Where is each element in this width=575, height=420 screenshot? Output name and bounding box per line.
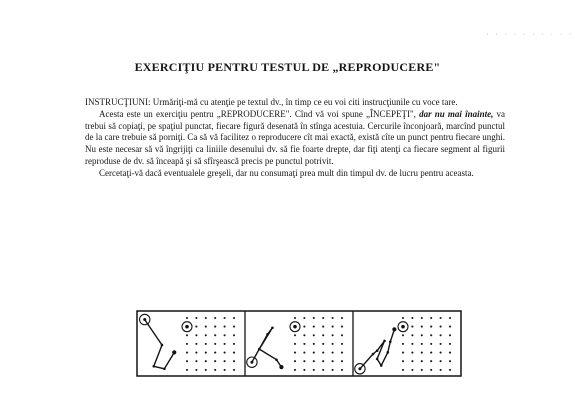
reproduction-grid-dot (195, 369, 197, 371)
reproduction-grid-dot (205, 317, 207, 319)
reproduction-grid-dot (195, 326, 197, 328)
reproduction-grid-dot (449, 343, 451, 345)
reproduction-grid-dot (224, 352, 226, 354)
reproduction-grid-dot (294, 343, 296, 345)
reproduction-grid-dot (313, 360, 315, 362)
reproduction-grid-dot (332, 326, 334, 328)
reproduction-grid-dot (430, 334, 432, 336)
reproduction-grid-dot (402, 334, 404, 336)
reproduction-grid-dot (303, 317, 305, 319)
reproduction-grid-dot (440, 352, 442, 354)
reproduction-grid-dot (402, 369, 404, 371)
figure-vertex-dot (387, 351, 390, 354)
reproduction-grid-dot (449, 360, 451, 362)
reproduction-grid-dot (195, 343, 197, 345)
reproduction-grid-dot (449, 334, 451, 336)
reproduction-grid-dot (186, 334, 188, 336)
reproduction-grid-dot (449, 352, 451, 354)
reproduction-grid-dot (430, 326, 432, 328)
start-point-dot (250, 361, 253, 364)
reproduction-grid-dot (205, 326, 207, 328)
reproduction-grid-dot (195, 360, 197, 362)
reproduction-grid-dot (430, 317, 432, 319)
reproduction-grid-dot (449, 317, 451, 319)
instructions-heading: INSTRUCŢIUNI: (85, 97, 151, 107)
reproduction-grid-dot (313, 317, 315, 319)
reproduction-start-dot (185, 325, 189, 329)
reproduction-grid-dot (303, 326, 305, 328)
reproduction-grid-dot (430, 369, 432, 371)
reproduction-grid-dot (214, 343, 216, 345)
reproduction-grid-dot (411, 326, 413, 328)
reproduction-grid-dot (214, 326, 216, 328)
reproduction-grid-dot (411, 317, 413, 319)
reproduction-grid-dot (186, 360, 188, 362)
reproduction-grid-dot (430, 360, 432, 362)
figure-vertex-dot (161, 344, 164, 347)
reproduction-grid-dot (186, 369, 188, 371)
figure-vertex-dot (376, 358, 379, 361)
reproduction-grid-dot (341, 334, 343, 336)
reproduction-grid-dot (205, 352, 207, 354)
reproduction-grid-dot (411, 343, 413, 345)
reproduction-grid-dot (341, 360, 343, 362)
reproduction-grid-dot (294, 360, 296, 362)
reproduction-grid-dot (341, 369, 343, 371)
reproduction-grid-dot (341, 326, 343, 328)
reproduction-grid-dot (411, 334, 413, 336)
page-title: EXERCIŢIU PENTRU TESTUL DE „REPRODUCERE" (134, 60, 441, 74)
edge-mark: · · · · · · · · · · (485, 31, 573, 38)
reproduction-grid-dot (233, 369, 235, 371)
reproduction-grid-dot (341, 317, 343, 319)
reproduction-grid-dot (233, 360, 235, 362)
reproduction-grid-dot (313, 343, 315, 345)
reproduction-grid-dot (430, 352, 432, 354)
reproduction-grid-dot (195, 352, 197, 354)
figure-vertex-dot (152, 365, 155, 368)
reproduction-grid-dot (440, 317, 442, 319)
reproduction-grid-dot (421, 343, 423, 345)
reproduction-grid-dot (341, 343, 343, 345)
reproduction-grid-dot (322, 317, 324, 319)
reproduction-grid-dot (421, 317, 423, 319)
reproduction-grid-dot (313, 369, 315, 371)
reproduction-grid-dot (449, 326, 451, 328)
figure-vertex-dot (372, 353, 375, 356)
figure-vertex-dot (271, 326, 274, 329)
reproduction-grid-dot (195, 317, 197, 319)
reproduction-grid-dot (313, 352, 315, 354)
end-point-dot (172, 350, 176, 354)
reproduction-grid-dot (411, 352, 413, 354)
instructions-paragraph-2-emphasis: dar nu mai înainte, (419, 108, 494, 119)
reproduction-grid-dot (411, 360, 413, 362)
reproduction-grid-dot (322, 326, 324, 328)
reproduction-grid-dot (440, 326, 442, 328)
reproduction-grid-dot (303, 352, 305, 354)
reproduction-grid-dot (224, 334, 226, 336)
reproduction-grid-dot (303, 369, 305, 371)
reproduction-grid-dot (303, 334, 305, 336)
reproduction-grid-dot (214, 317, 216, 319)
reproduction-grid-dot (186, 352, 188, 354)
reproduction-grid-dot (440, 360, 442, 362)
figure-vertex-dot (275, 358, 278, 361)
reproduction-grid-dot (224, 343, 226, 345)
reproduction-grid-dot (411, 369, 413, 371)
reproduction-start-dot (401, 325, 405, 329)
figure-vertex-dot (380, 364, 383, 367)
reproduction-grid-dot (224, 369, 226, 371)
instructions-paragraph-1-text: Urmăriţi-mă cu atenţie pe textul dv., în timp ce eu voi citi instrucţiunile cu voce tare. (152, 97, 458, 107)
reproduction-grid-dot (322, 352, 324, 354)
reproduction-grid-dot (332, 360, 334, 362)
reproduction-grid-dot (440, 343, 442, 345)
instructions-paragraph-3-text: Cercetaţi-vă dacă eventualele greşeli, dar nu consumaţi prea mult din timpul dv. de lucru pentru aceasta. (99, 167, 474, 178)
reproduction-grid-dot (421, 334, 423, 336)
reproduction-grid-dot (449, 369, 451, 371)
reproduction-start-dot (293, 325, 297, 329)
reproduction-grid-dot (205, 369, 207, 371)
reproduction-grid-dot (294, 317, 296, 319)
reproduction-grid-dot (421, 360, 423, 362)
reproduction-grid-dot (332, 352, 334, 354)
reproduction-grid-dot (186, 343, 188, 345)
reproduction-grid-dot (205, 343, 207, 345)
reproduction-grid-dot (224, 326, 226, 328)
reproduction-grid-dot (303, 360, 305, 362)
reproduction-grid-dot (186, 317, 188, 319)
reproduction-grid-dot (332, 334, 334, 336)
reproduction-grid-dot (195, 334, 197, 336)
start-point-dot (358, 367, 361, 370)
reproduction-grid-dot (303, 343, 305, 345)
reproduction-grid-dot (224, 360, 226, 362)
reproduction-grid-dot (421, 326, 423, 328)
reproduction-grid-dot (233, 326, 235, 328)
reproduction-grid-dot (205, 360, 207, 362)
reproduction-grid-dot (402, 352, 404, 354)
reproduction-grid-dot (421, 369, 423, 371)
reproduction-grid-dot (440, 334, 442, 336)
reproduction-grid-dot (402, 343, 404, 345)
instructions-paragraph-2-part-a: Acesta este un exerciţiu pentru „REPRODUCERE". Cînd vă voi spune „ÎNCEPEŢI", (99, 108, 416, 119)
figure-vertex-dot (258, 348, 261, 351)
figure-vertex-dot (383, 340, 386, 343)
reproduction-grid-dot (332, 317, 334, 319)
reproduction-grid-dot (214, 352, 216, 354)
reproduction-grid-dot (332, 343, 334, 345)
figure-vertex-dot (266, 333, 269, 336)
end-point-dot (279, 365, 283, 369)
reproduction-grid-dot (402, 317, 404, 319)
exercise-model-figure (360, 329, 395, 368)
reproduction-grid-dot (322, 343, 324, 345)
reproduction-grid-dot (313, 334, 315, 336)
reproduction-grid-dot (294, 352, 296, 354)
reproduction-grid-dot (322, 334, 324, 336)
figure-vertex-dot (389, 340, 392, 343)
reproduction-grid-dot (402, 360, 404, 362)
start-point-dot (143, 318, 146, 321)
reproduction-grid-dot (341, 352, 343, 354)
reproduction-grid-dot (332, 369, 334, 371)
reproduction-grid-dot (430, 343, 432, 345)
reproduction-grid-dot (322, 360, 324, 362)
reproduction-grid-dot (214, 369, 216, 371)
reproduction-grid-dot (214, 334, 216, 336)
reproduction-grid-dot (224, 317, 226, 319)
reproduction-grid-dot (313, 326, 315, 328)
figure-vertex-dot (376, 349, 379, 352)
reproduction-grid-dot (322, 369, 324, 371)
reproduction-grid-dot (294, 369, 296, 371)
end-point-dot (392, 327, 396, 331)
reproduction-grid-dot (440, 369, 442, 371)
reproduction-grid-dot (233, 317, 235, 319)
reproduction-grid-dot (233, 343, 235, 345)
reproduction-grid-dot (421, 352, 423, 354)
reproduction-grid-dot (214, 360, 216, 362)
figure-vertex-dot (163, 367, 166, 370)
reproduction-grid-dot (205, 334, 207, 336)
reproduction-grid-dot (294, 334, 296, 336)
instructions-paragraph-2-part-b: va trebui să copiaţi, pe spaţiul punctat, fiecare figură desenată în stînga acestuia. Cercurile înconjoară, marcînd punctul de la care trebuie să porniţi. Ca să vă facilitez o reproducere cît mai exactă, există cîte un punct pentru fiecare unghi. Nu este necesar să vă îngrijiţi ca liniile desenului dv. să fie foarte drepte, dar fiţi atenţi ca fiecare segment al figurii reproduse de dv. să înceapă şi să sfîrşească precis pe punctul potrivit. (85, 108, 506, 166)
reproduction-grid-dot (233, 334, 235, 336)
reproduction-grid-dot (233, 352, 235, 354)
exercise-model-figure (145, 320, 175, 369)
